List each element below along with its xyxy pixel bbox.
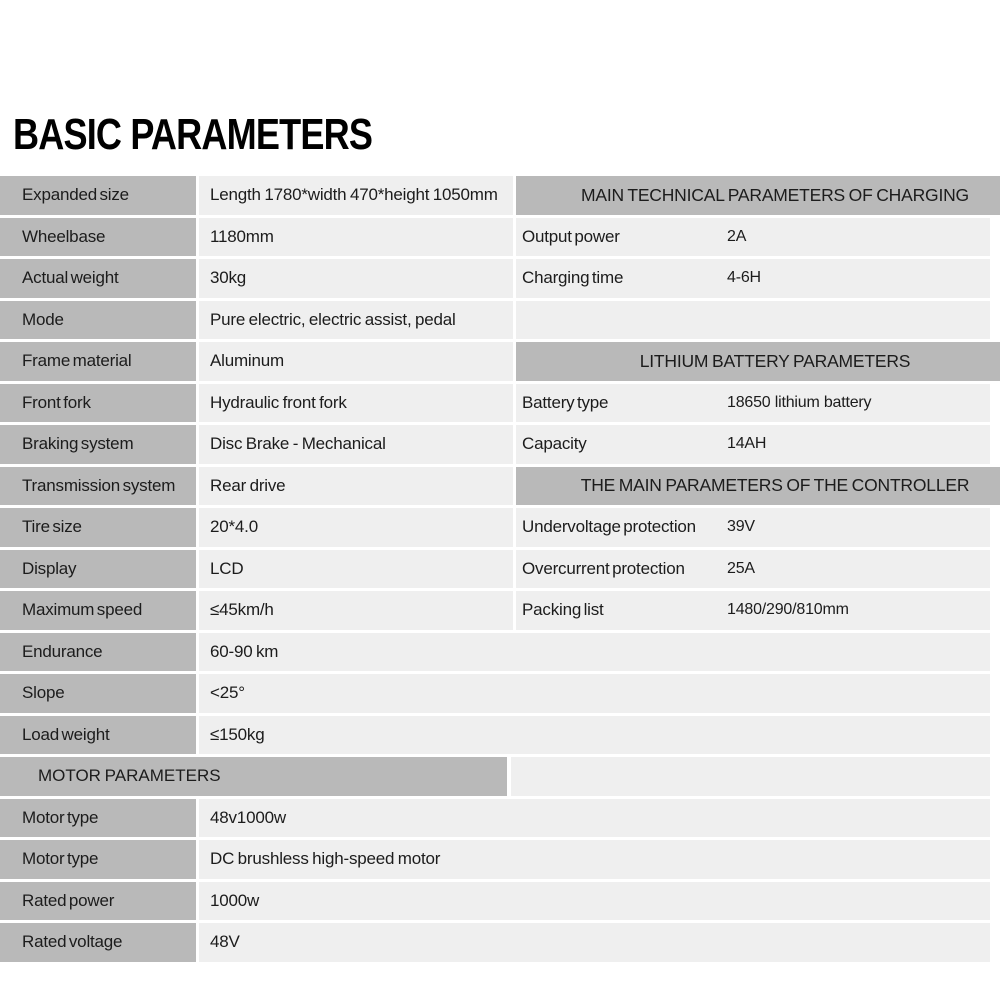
row-display [0, 550, 1000, 589]
label-load-weight: Load weight [0, 716, 196, 755]
value-slope: <25° [199, 674, 990, 713]
row-actual-weight [0, 259, 1000, 298]
label-undervoltage-protection: Undervoltage protection [522, 517, 696, 537]
label-display: Display [0, 550, 196, 589]
row-motor-header [0, 757, 1000, 796]
section-header-charging: MAIN TECHNICAL PARAMETERS OF CHARGING [516, 176, 1000, 215]
row-rated-voltage [0, 923, 1000, 962]
label-rated-power: Rated power [0, 882, 196, 921]
label-slope: Slope [0, 674, 196, 713]
row-battery-type [516, 384, 990, 423]
row-undervoltage-protection [516, 508, 990, 547]
row-motor-type-1 [0, 799, 1000, 838]
row-mode [0, 301, 1000, 340]
value-display: LCD [199, 550, 513, 589]
value-tire-size: 20*4.0 [199, 508, 513, 547]
value-packing-list: 1480/290/810mm [727, 601, 849, 619]
label-tire-size: Tire size [0, 508, 196, 547]
value-rated-voltage: 48V [199, 923, 990, 962]
row-capacity [516, 425, 990, 464]
section-header-controller: THE MAIN PARAMETERS OF THE CONTROLLER [516, 467, 1000, 506]
row-front-fork [0, 384, 1000, 423]
value-undervoltage-protection: 39V [727, 518, 755, 536]
row-tire-size [0, 508, 1000, 547]
value-motor-type-2: DC brushless high-speed motor [199, 840, 990, 879]
label-battery-type: Battery type [522, 392, 609, 412]
value-wheelbase: 1180mm [199, 218, 513, 257]
row-wheelbase [0, 218, 1000, 257]
row-charging-time [516, 259, 990, 298]
value-mode: Pure electric, electric assist, pedal [199, 301, 513, 340]
value-load-weight: ≤150kg [199, 716, 990, 755]
value-rated-power: 1000w [199, 882, 990, 921]
label-packing-list: Packing list [522, 600, 604, 620]
label-wheelbase: Wheelbase [0, 218, 196, 257]
value-frame-material: Aluminum [199, 342, 513, 381]
empty-right-row [516, 301, 990, 340]
row-packing-list [516, 591, 990, 630]
row-expanded-size [0, 176, 1000, 215]
value-endurance: 60-90 km [199, 633, 990, 672]
label-motor-type-1: Motor type [0, 799, 196, 838]
value-transmission-system: Rear drive [199, 467, 513, 506]
value-front-fork: Hydraulic front fork [199, 384, 513, 423]
row-slope [0, 674, 1000, 713]
label-braking-system: Braking system [0, 425, 196, 464]
section-header-battery: LITHIUM BATTERY PARAMETERS [516, 342, 1000, 381]
label-charging-time: Charging time [522, 268, 624, 288]
row-braking-system [0, 425, 1000, 464]
row-rated-power [0, 882, 1000, 921]
value-braking-system: Disc Brake - Mechanical [199, 425, 513, 464]
row-transmission-system [0, 467, 1000, 506]
row-load-weight [0, 716, 1000, 755]
label-actual-weight: Actual weight [0, 259, 196, 298]
row-endurance [0, 633, 1000, 672]
label-maximum-speed: Maximum speed [0, 591, 196, 630]
row-frame-material [0, 342, 1000, 381]
label-endurance: Endurance [0, 633, 196, 672]
value-actual-weight: 30kg [199, 259, 513, 298]
label-overcurrent-protection: Overcurrent protection [522, 558, 685, 578]
value-battery-type: 18650 lithium battery [727, 393, 872, 411]
value-charging-time: 4-6H [727, 269, 761, 287]
parameters-table [0, 176, 1000, 965]
row-output-power [516, 218, 990, 257]
value-motor-type-1: 48v1000w [199, 799, 990, 838]
label-output-power: Output power [522, 226, 620, 246]
row-motor-type-2 [0, 840, 1000, 879]
label-mode: Mode [0, 301, 196, 340]
value-maximum-speed: ≤45km/h [199, 591, 513, 630]
value-output-power: 2A [727, 227, 747, 245]
row-maximum-speed [0, 591, 1000, 630]
label-expanded-size: Expanded size [0, 176, 196, 215]
label-transmission-system: Transmission system [0, 467, 196, 506]
page-title: BASIC PARAMETERS [13, 110, 373, 159]
value-expanded-size: Length 1780*width 470*height 1050mm [199, 176, 513, 215]
label-front-fork: Front fork [0, 384, 196, 423]
motor-header-filler [511, 757, 990, 796]
value-overcurrent-protection: 25A [727, 559, 755, 577]
section-header-motor: MOTOR PARAMETERS [0, 757, 507, 796]
label-capacity: Capacity [522, 434, 587, 454]
label-rated-voltage: Rated voltage [0, 923, 196, 962]
row-overcurrent-protection [516, 550, 990, 589]
label-motor-type-2: Motor type [0, 840, 196, 879]
label-frame-material: Frame material [0, 342, 196, 381]
value-capacity: 14AH [727, 435, 767, 453]
